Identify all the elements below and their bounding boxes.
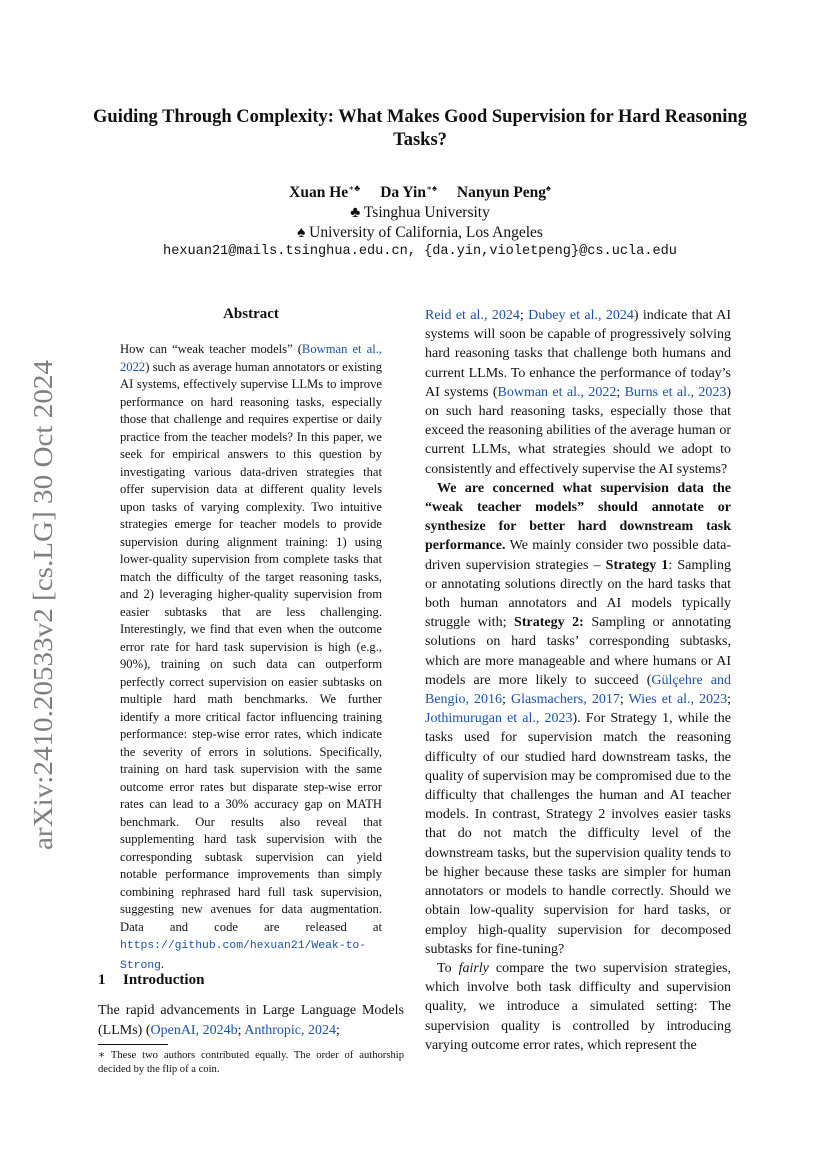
text-segment: We mainly consider two possible data-driven supervision strategies – (425, 538, 731, 573)
intro-segment: ; (336, 1022, 340, 1038)
section-title: Introduction (123, 972, 205, 988)
text-segment: ; (502, 692, 511, 708)
abstract-heading: Abstract (223, 306, 279, 322)
paragraph (425, 479, 731, 959)
citation-link[interactable]: Glasmachers, 2017 (510, 692, 620, 708)
citation-link[interactable]: Wies et al., 2023 (628, 692, 728, 708)
text-segment: ) indicate that AI systems will soon be capable of progressively solving hard reasoning tasks that challenge both humans and current LLMs. To enhance the performance of today’s AI systems ( (425, 308, 732, 400)
paragraph (425, 306, 731, 479)
code-url-link[interactable]: https://github.com/hexuan21/Weak-to-Strong (120, 940, 367, 972)
arxiv-identifier (20, 360, 64, 850)
footnote-rule (98, 1044, 168, 1045)
text-segment: ). For Strategy 1, while the tasks used for supervision match the reasoning difficulty of our studied hard downstream tasks, the quality of supervision may be compromised due to the difficulty that challenges the human and AI teacher models. In contrast, Strategy 2 involves easier tasks that do not match the difficulty level of the downstream tasks, but the supervision quality tends to be higher because these tasks are simpler for human annotators or models to handle correctly. Should we obtain low-quality supervision for hard tasks, or employ high-quality supervision for decomposed subtasks for fine-tuning? (425, 711, 731, 957)
text-segment: To (437, 960, 459, 976)
citation-link[interactable]: Bowman et al., 2022 (120, 342, 382, 374)
intro-segment: ; (237, 1022, 245, 1038)
strategy-label: Strategy 1 (605, 557, 669, 573)
intro-segment: The rapid advancements in Large Language Models (LLMs) ( (98, 1003, 404, 1038)
citation-link[interactable]: Anthropic, 2024 (244, 1022, 336, 1038)
abstract-segment: How can “weak teacher models” ( (120, 342, 302, 356)
author-marks: ∗♣ (348, 183, 361, 193)
author-names (90, 178, 750, 203)
author-block (90, 178, 750, 261)
section-heading (98, 972, 204, 989)
abstract-segment: . (161, 956, 165, 971)
text-segment: ) on such hard reasoning tasks, especially those that exceed the reasoning abilities of the average human or current LLMs, what strategies should we adopt to consistently and effectively supervise the AI systems? (425, 384, 731, 477)
section-number: 1 (98, 972, 106, 988)
citation-link[interactable]: Burns et al., 2023 (624, 384, 727, 400)
author-marks: ∗♠ (425, 183, 437, 193)
text-segment: ; (616, 384, 625, 400)
citation-link[interactable]: Gülçehre and Bengio, 2016 (425, 672, 731, 708)
citation-link[interactable]: Jothimurugan et al., 2023 (425, 711, 573, 727)
text-segment: Sampling or annotating solutions on hard tasks’ corresponding subtasks, which are more manageable and where humans or AI models are more likely to succeed ( (425, 615, 731, 688)
text-segment: : Sampling or annotating solutions directly on the hard tasks that both human annotators and AI models typically struggle with; (425, 557, 731, 631)
text-segment: ; (619, 692, 629, 708)
bold-statement: We are concerned what supervision data the “weak teacher models” should annotate or synthesize for better hard downstream task performance. (425, 480, 731, 554)
affiliation: ♣ Tsinghua University (350, 204, 490, 222)
citation-link[interactable]: Reid et al., 2024 (425, 308, 520, 323)
arxiv-identifier-svg (20, 360, 64, 850)
intro-text (98, 1001, 404, 1040)
author-name: Da Yin (380, 184, 426, 202)
citation-link[interactable]: Bowman et al., 2022 (497, 384, 617, 400)
citation-link[interactable]: Dubey et al., 2024 (528, 308, 634, 323)
abstract-segment: ) such as average human annotators or existing AI systems, effectively supervise LLMs to improve performance on hard reasoning tasks, especially those that challenge and requires expertise or daily practice from the teacher models? In this paper, we seek for empirical answers to this question by investigating various data-driven strategies that offer supervision data at different quality levels upon tasks of varying complexity. Two intuitive strategies emerge for teacher models to provide supervision during alignment training: 1) using lower-quality supervision from complete tasks that match the difficulty of the target reasoning tasks, and 2) leveraging higher-quality supervision from easier subtasks that are less challenging. Interestingly, we find that even when the outcome error rate for hard task supervision is high (e.g., 90%), training on such data can outperform perfectly correct supervision on easier subtasks on multiple hard math benchmarks. We further identify a more critical factor influencing training performance: step-wise error rates, which indicate the severity of errors in solutions. Specifically, training on hard task supervision with the same outcome error rates but disparate step-wise error rates can lead to a 30% accuracy gap on MATH benchmark. Our results also reveal that supplementing hard task supervision with the corresponding subtask supervision can yield notable performance improvements than simply combining rephrased hard full task supervision, suggesting new avenues for data augmentation. Data and code are released at (120, 359, 382, 934)
text-segment: compare the two supervision strategies, which involve both task difficulty and supervision quality, we introduce a simulated setting: The supervision quality is controlled by introducing varying outcome error rates, which represent the (425, 960, 732, 1053)
author-marks: ♠ (546, 183, 551, 193)
text-segment: ; (519, 308, 529, 323)
footnote: ∗ These two authors contributed equally. The order of authorship decided by the flip of a coin. (98, 1050, 404, 1075)
paper-title: Guiding Through Complexity: What Makes Good Supervision for Hard Reasoning Tasks? (93, 107, 747, 150)
citation-link[interactable]: OpenAI, 2024b (150, 1022, 238, 1038)
arxiv-identifier-text: arXiv:2410.20533v2 [cs.LG] 30 Oct 2024 (28, 395, 58, 850)
paragraph (425, 959, 731, 1055)
strategy-label: Strategy 2: (514, 615, 584, 631)
text-segment: ; (727, 692, 732, 708)
affiliation: ♠ University of California, Los Angeles (297, 223, 543, 241)
emphasis: fairly (458, 960, 489, 976)
author-emails: hexuan21@mails.tsinghua.edu.cn, {da.yin,violetpeng}@cs.ucla.edu (163, 244, 677, 260)
right-column (425, 306, 731, 1055)
abstract-text (120, 341, 382, 975)
author-name: Nanyun Peng (456, 184, 547, 202)
author-name: Xuan He (289, 184, 349, 202)
